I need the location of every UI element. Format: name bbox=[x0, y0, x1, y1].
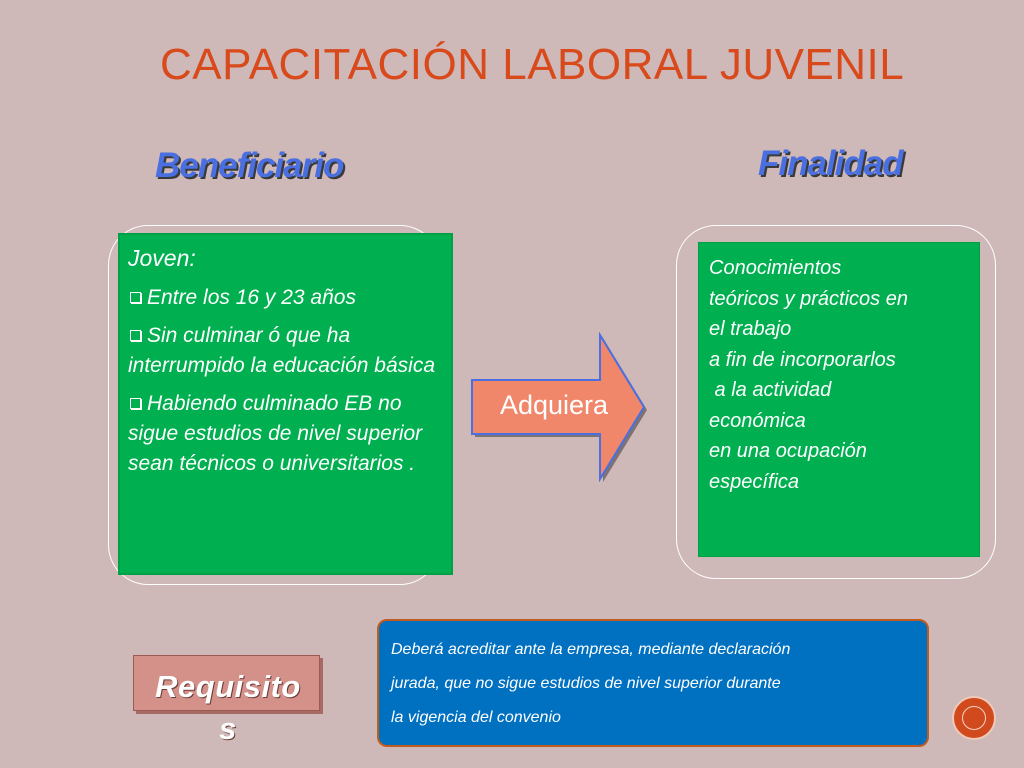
beneficiario-item bbox=[128, 389, 443, 479]
finalidad-line: Conocimientos bbox=[709, 257, 842, 279]
square-bullet-icon bbox=[130, 292, 141, 303]
beneficiario-item-text: Habiendo culminado EB no sigue estudios de nivel superior sean técnicos o universitarios . bbox=[128, 392, 423, 475]
finalidad-box bbox=[698, 242, 980, 557]
finalidad-line: teóricos y prácticos en bbox=[709, 287, 908, 310]
finalidad-line: económica bbox=[709, 409, 806, 432]
beneficiario-title: Joven: bbox=[128, 245, 196, 271]
decorative-inner-ring-icon bbox=[962, 706, 986, 730]
beneficiario-item bbox=[128, 283, 443, 313]
finalidad-line: el trabajo bbox=[709, 318, 792, 340]
finalidad-line: en una ocupación bbox=[709, 440, 867, 462]
adquiera-label: Adquiera bbox=[499, 390, 609, 420]
square-bullet-icon bbox=[130, 398, 141, 409]
requisitos-label bbox=[140, 666, 316, 750]
beneficiario-item bbox=[128, 321, 443, 381]
decorative-circle-icon bbox=[952, 696, 996, 740]
beneficiario-heading: Beneficiario bbox=[155, 146, 344, 185]
finalidad-line: a la actividad bbox=[709, 379, 832, 401]
requisitos-label-line: s bbox=[219, 711, 237, 746]
beneficiario-item-text: Sin culminar ó que ha interrumpido la educación básica bbox=[128, 324, 436, 377]
beneficiario-box bbox=[118, 233, 453, 575]
beneficiario-item-text: Entre los 16 y 23 años bbox=[147, 286, 356, 309]
requisitos-text-line: la vigencia del convenio bbox=[391, 709, 561, 726]
finalidad-line: a fin de incorporarlos bbox=[709, 348, 896, 371]
requisitos-text-line: jurada, que no sigue estudios de nivel superior durante bbox=[391, 675, 781, 692]
finalidad-line: específica bbox=[709, 470, 800, 493]
requisitos-text-line: Deberá acreditar ante la empresa, mediante declaración bbox=[391, 641, 791, 658]
slide-title: CAPACITACIÓN LABORAL JUVENIL bbox=[160, 40, 905, 89]
requisitos-text-box bbox=[377, 619, 929, 747]
requisitos-label-line: Requisito bbox=[155, 669, 301, 704]
square-bullet-icon bbox=[130, 330, 141, 341]
finalidad-heading: Finalidad bbox=[758, 144, 903, 183]
